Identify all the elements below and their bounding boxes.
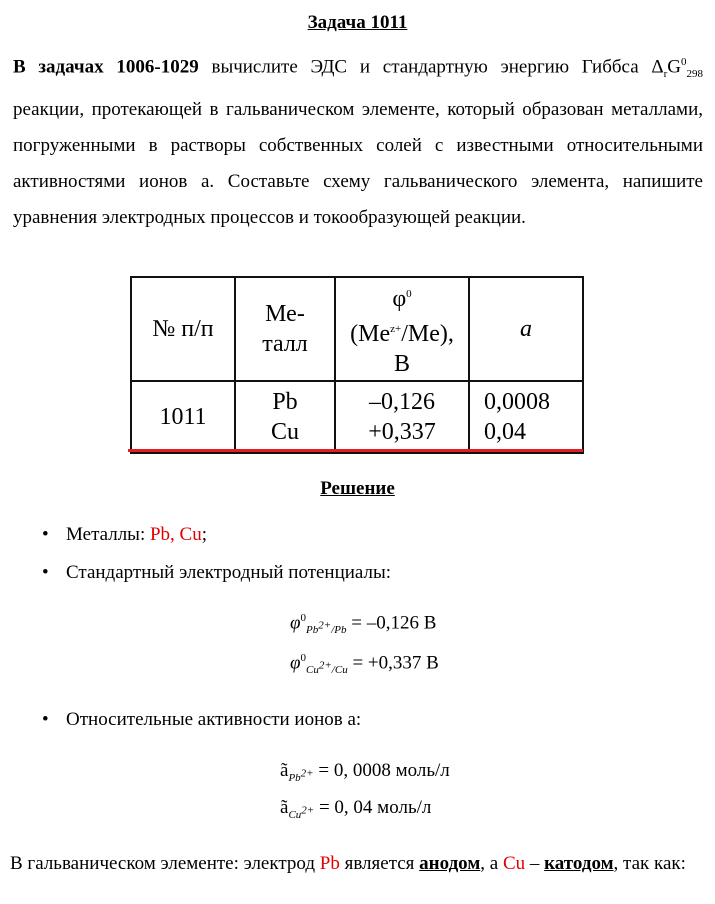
table-header bbox=[131, 277, 583, 381]
t: Относительные активности ионов а: bbox=[66, 709, 362, 730]
t: В гальваническом элементе: электрод bbox=[10, 853, 320, 874]
data-table bbox=[130, 276, 584, 454]
bullet-metals bbox=[42, 524, 207, 546]
t: Металлы: bbox=[66, 524, 150, 545]
t: , а bbox=[480, 853, 503, 874]
formula-a-cu bbox=[280, 797, 431, 821]
sup: 0 bbox=[681, 56, 687, 68]
t: = 0, 0008 моль/л bbox=[318, 760, 450, 781]
header-a: a bbox=[469, 277, 583, 381]
bullet-icon: • bbox=[42, 562, 49, 583]
t: Cu bbox=[306, 664, 319, 677]
t: Pb bbox=[319, 853, 340, 874]
t: является bbox=[339, 853, 420, 874]
t: Стандартный электродный потенциалы: bbox=[66, 562, 392, 583]
text: вычислите ЭДС и стандартную энергию Гиббса bbox=[198, 56, 652, 78]
t: (Me bbox=[350, 321, 391, 347]
t: 0 bbox=[300, 612, 307, 624]
conclusion-text bbox=[10, 846, 705, 882]
red-underline bbox=[128, 449, 583, 452]
t: ã bbox=[280, 797, 289, 818]
bullet-icon: • bbox=[42, 524, 49, 545]
t: 0,0008 bbox=[484, 389, 550, 415]
t: φ bbox=[290, 612, 301, 634]
t: Cu bbox=[334, 664, 348, 677]
header-phi bbox=[335, 277, 469, 381]
task-range: В задачах 1006-1029 bbox=[13, 56, 199, 78]
t: 2+ bbox=[318, 619, 332, 632]
t: –0,126 bbox=[369, 389, 435, 415]
t: 2+ bbox=[300, 767, 314, 780]
t: , так как: bbox=[613, 853, 686, 874]
t: Pb, Cu bbox=[149, 524, 202, 545]
t: φ bbox=[392, 286, 407, 312]
t: 2+ bbox=[318, 659, 332, 672]
t: ã bbox=[280, 760, 289, 781]
text: реакции, протекающей в гальваническом элементе, который образован металлами, погруженными в растворы собственных солей с известными относительными активностями ионов а. Составьте схему гальванического элемента, напишите уравнения электродных процессов и токообразующей реакции. bbox=[13, 99, 703, 229]
t: φ bbox=[290, 652, 301, 674]
cathode-label: катодом bbox=[544, 853, 614, 874]
anode-label: анодом bbox=[419, 853, 481, 874]
t: = –0,126 В bbox=[351, 612, 437, 634]
t: Cu bbox=[288, 808, 302, 821]
t: 0 bbox=[406, 288, 412, 300]
bullet-potentials bbox=[42, 562, 391, 584]
t: 0 bbox=[300, 652, 307, 664]
cell-phi bbox=[335, 381, 469, 453]
header-num: № п/п bbox=[131, 277, 235, 381]
t: В bbox=[393, 351, 410, 377]
t: Cu bbox=[502, 853, 526, 874]
bullet-icon: • bbox=[42, 709, 49, 730]
sub: r bbox=[663, 68, 668, 81]
task-text bbox=[13, 44, 703, 236]
t: Pb bbox=[288, 771, 301, 784]
task-title: Задача 1011 bbox=[307, 12, 408, 33]
t: /Me), bbox=[401, 321, 454, 347]
formula-cu: $\varphi^0_{Cu^{2+}/Cu} = +0,337$ В bbox=[290, 652, 439, 677]
t: = 0, 04 моль/л bbox=[318, 797, 432, 818]
t: Cu bbox=[270, 419, 299, 445]
formula-pb: $\varphi^0_{Pb^{2+}/Pb} = -0,126$ В bbox=[290, 612, 437, 637]
bullet-activities bbox=[42, 709, 361, 731]
t: 0,04 bbox=[484, 419, 526, 445]
t: ; bbox=[201, 524, 208, 545]
t: 2+ bbox=[301, 804, 315, 817]
formula-a-pb bbox=[280, 760, 450, 784]
g: G bbox=[667, 56, 682, 78]
t: z+ bbox=[390, 323, 402, 335]
cell-metals bbox=[235, 381, 335, 453]
t: Pb bbox=[272, 389, 298, 415]
t: +0,337 bbox=[368, 419, 436, 445]
sub: 298 bbox=[686, 68, 704, 81]
solution-title: Решение bbox=[320, 478, 395, 499]
t: – bbox=[525, 853, 545, 874]
header-metal bbox=[235, 277, 335, 381]
delta: Δ bbox=[651, 56, 664, 78]
t: Pb bbox=[334, 624, 347, 637]
t: = +0,337 В bbox=[352, 652, 439, 674]
t: Ме- bbox=[265, 301, 305, 327]
t: Pb bbox=[306, 624, 319, 637]
cell-a bbox=[469, 381, 583, 453]
t: талл bbox=[262, 331, 308, 357]
table-row bbox=[131, 381, 583, 453]
cell-num: 1011 bbox=[131, 381, 235, 453]
